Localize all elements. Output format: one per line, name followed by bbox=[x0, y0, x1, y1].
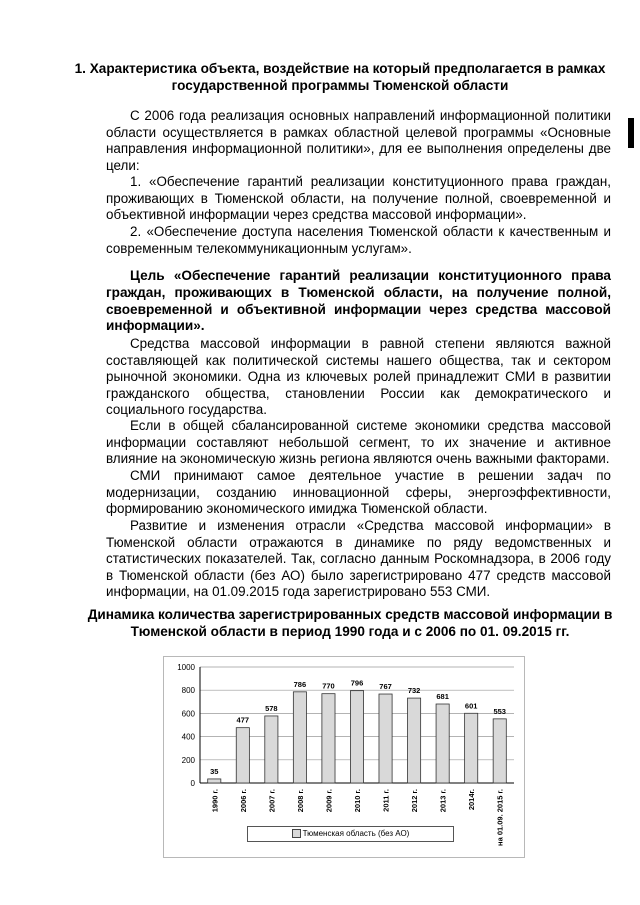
bar bbox=[350, 691, 363, 783]
legend-label: Тюменская область (без АО) bbox=[302, 829, 410, 838]
bar bbox=[493, 719, 506, 783]
y-tick-label: 0 bbox=[190, 779, 195, 788]
data-label: 553 bbox=[493, 706, 506, 716]
y-tick-label: 600 bbox=[181, 709, 195, 719]
bar bbox=[208, 779, 221, 783]
x-tick-label: 2011 г. bbox=[381, 789, 391, 812]
margin-mark bbox=[628, 118, 634, 148]
data-label: 35 bbox=[210, 766, 219, 776]
data-label: 786 bbox=[293, 679, 307, 689]
paragraph-smi-role: Средства массовой информации в равной степени являются важной составляющей как политической системы нашего общества, так и сектором рыночной экономики. Одна из ключевых ролей принадлежит СМИ в развитии гражданского общества, становлении России как демократического и социального государства. bbox=[106, 336, 611, 418]
legend-swatch bbox=[292, 829, 301, 838]
bar bbox=[293, 692, 306, 783]
goal-item-1: 1. «Обеспечение гарантий реализации конституционного права граждан, проживающих в Тюменской области, на получение полной, своевременной и объективной информации через средства массовой информации». bbox=[106, 174, 611, 223]
data-label: 601 bbox=[464, 701, 478, 711]
x-tick-label: 2009 г. bbox=[324, 789, 334, 813]
x-tick-label: 1990 г. bbox=[210, 789, 220, 813]
paragraph-economy: Если в общей сбалансированной системе экономики средства массовой информации составляют небольшой сегмент, то их значение и активное влияние на экономическую жизнь региона являются очень важными факторами. bbox=[106, 418, 611, 467]
section-title: 1. Характеристика объекта, воздействие на который предполагается в рамках государственной программы Тюменской области bbox=[74, 61, 606, 93]
goal-item-2: 2. «Обеспечение доступа населения Тюменской области к качественным и современным телекоммуникационным услугам». bbox=[106, 224, 611, 256]
x-tick-label: 2008 г. bbox=[295, 789, 305, 813]
data-label: 796 bbox=[350, 678, 364, 688]
x-tick-label: на 01.09. 2015 г. bbox=[495, 789, 505, 846]
bar bbox=[265, 716, 278, 783]
data-label: 477 bbox=[236, 715, 250, 725]
data-label: 578 bbox=[265, 703, 278, 713]
x-tick-label: 2006 г. bbox=[238, 789, 248, 813]
x-tick-label: 2010 г. bbox=[353, 789, 362, 813]
x-tick-label: 2007 г. bbox=[267, 789, 277, 813]
data-label: 767 bbox=[379, 682, 392, 692]
y-tick-label: 400 bbox=[181, 732, 195, 742]
bar bbox=[465, 713, 478, 783]
y-tick-label: 1000 bbox=[177, 663, 195, 672]
bar bbox=[236, 728, 249, 783]
data-label: 732 bbox=[407, 686, 421, 696]
chart-heading: Динамика количества зарегистрированных средств массовой информации в Тюменской области в период 1990 года и с 2006 по 01. 09.2015 гг. bbox=[87, 607, 613, 639]
goal-heading: Цель «Обеспечение гарантий реализации конституционного права граждан, проживающих в Тюменской области, на получение полной, своевременной и объективной информации через средства массовой информации». bbox=[106, 268, 611, 334]
y-tick-label: 200 bbox=[181, 755, 195, 765]
bar bbox=[408, 698, 421, 783]
data-label: 681 bbox=[436, 692, 449, 702]
bar bbox=[322, 694, 335, 783]
y-tick-label: 800 bbox=[181, 686, 195, 696]
bar bbox=[379, 694, 392, 783]
x-tick-label: 2014г. bbox=[467, 789, 477, 811]
paragraph-statistics: Развитие и изменения отрасли «Средства массовой информации» в Тюменской области отражаются в динамике по ряду ведомственных и статистических показателей. Так, согласно данным Роскомнадзора, в 2006 году в Тюменской области (без АО) было зарегистрировано 477 средств массовой информации, на 01.09.2015 года зарегистрировано 553 СМИ. bbox=[106, 518, 611, 600]
x-tick-label: 2012 г. bbox=[410, 789, 420, 813]
data-label: 770 bbox=[322, 681, 335, 691]
paragraph-modernization: СМИ принимают самое деятельное участие в решении задач по модернизации, созданию инновационной сферы, энергоэффективности, формированию экономического имиджа Тюменской области. bbox=[106, 468, 611, 517]
bar bbox=[436, 704, 449, 783]
x-tick-label: 2013 г. bbox=[438, 789, 448, 813]
chart-legend bbox=[247, 826, 454, 842]
intro-paragraph: С 2006 года реализация основных направлений информационной политики области осуществляется в рамках областной целевой программы «Основные направления информационной политики», для ее выполнения определены две цели: bbox=[106, 108, 611, 173]
